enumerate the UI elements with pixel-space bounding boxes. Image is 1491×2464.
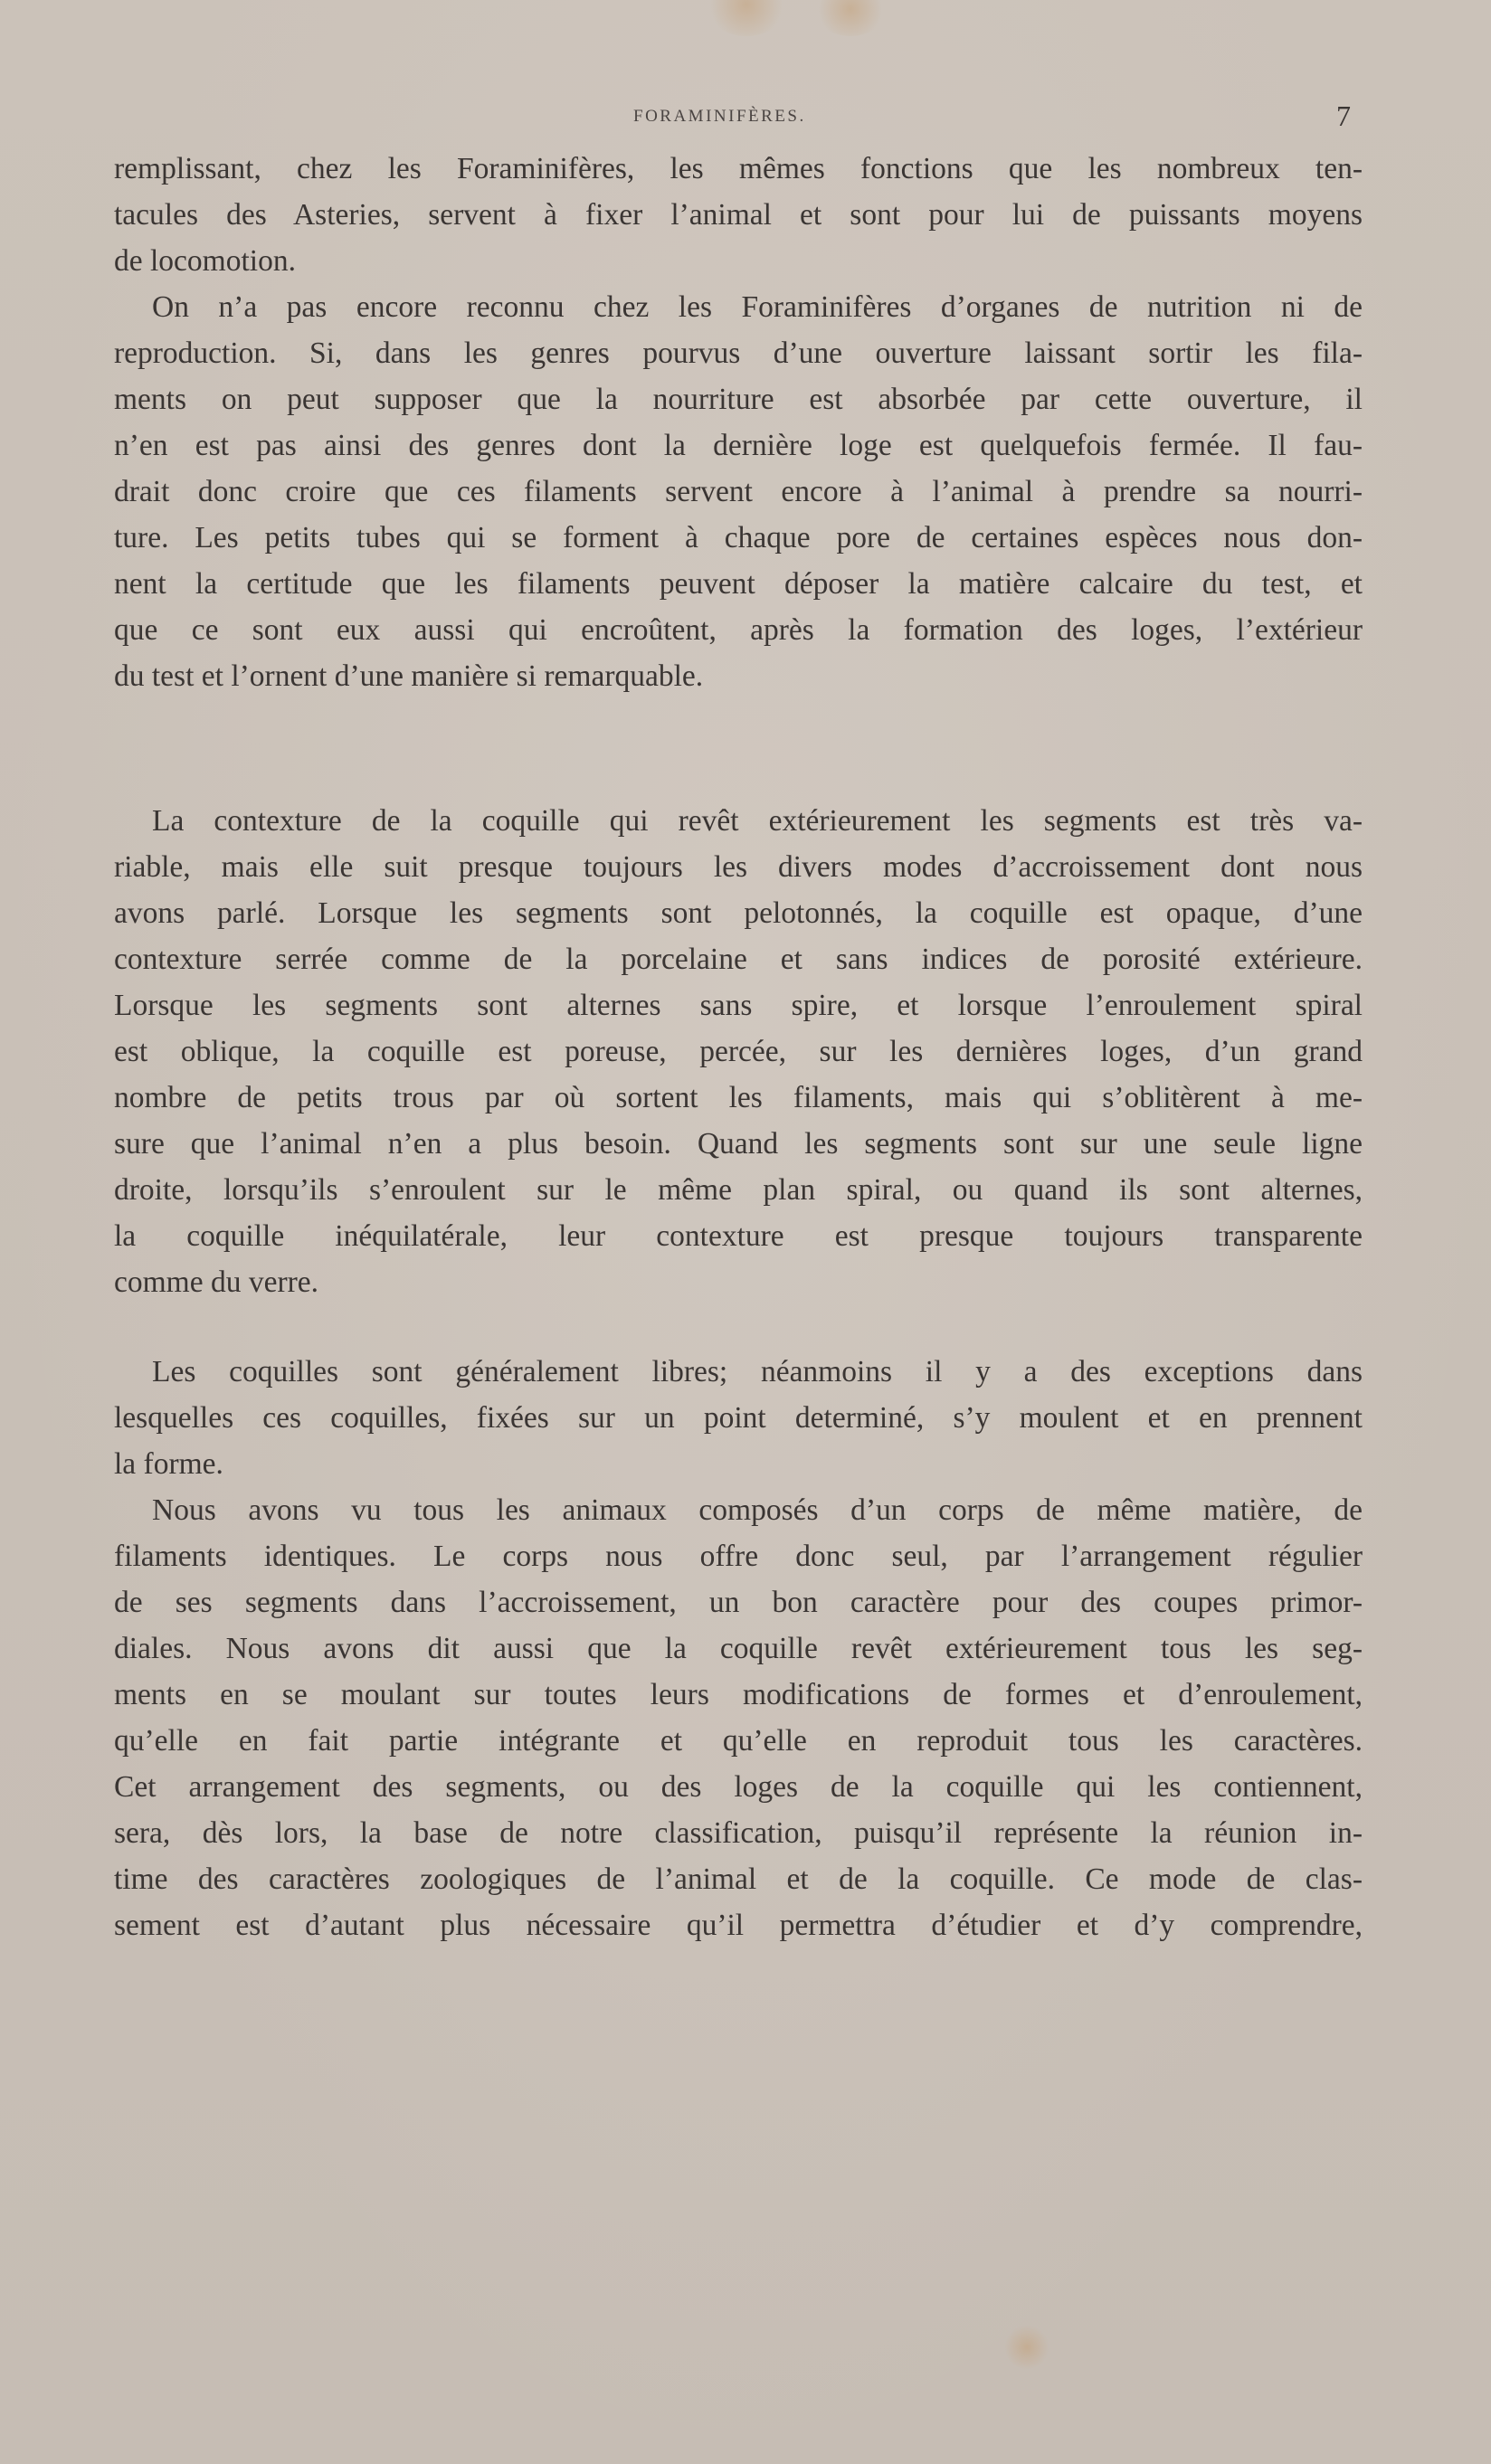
text-line: du test et l’ornent d’une manière si remarquable.	[114, 659, 704, 693]
text-line: la forme.	[114, 1447, 223, 1481]
text-line: drait donc croire que ces filaments servent encore à l’animal à prendre sa nourri-	[114, 475, 1363, 508]
text-line: diales. Nous avons dit aussi que la coquille revêt extérieurement tous les seg-	[114, 1632, 1363, 1665]
text-line: reproduction. Si, dans les genres pourvus d’une ouverture laissant sortir les fila-	[114, 336, 1363, 370]
text-line: filaments identiques. Le corps nous offre donc seul, par l’arrangement régulier	[114, 1540, 1363, 1573]
text-line: avons parlé. Lorsque les segments sont pelotonnés, la coquille est opaque, d’une	[114, 896, 1363, 930]
text-line: n’en est pas ainsi des genres dont la dernière loge est quelquefois fermée. Il fau-	[114, 429, 1363, 462]
foxing-stain	[706, 0, 787, 36]
text-line: sure que l’animal n’en a plus besoin. Quand les segments sont sur une seule ligne	[114, 1127, 1363, 1161]
text-line: La contexture de la coquille qui revêt extérieurement les segments est très va-	[152, 804, 1363, 838]
text-line: On n’a pas encore reconnu chez les Foraminifères d’organes de nutrition ni de	[152, 290, 1363, 324]
text-line: sement est d’autant plus nécessaire qu’il permettra d’étudier et d’y comprendre,	[114, 1909, 1363, 1942]
text-line: la coquille inéquilatérale, leur contexture est presque toujours transparente	[114, 1219, 1363, 1253]
text-line: remplissant, chez les Foraminifères, les mêmes fonctions que les nombreux ten-	[114, 152, 1363, 185]
foxing-stain	[1004, 2325, 1049, 2370]
text-line: lesquelles ces coquilles, fixées sur un point determiné, s’y moulent et en prennent	[114, 1401, 1363, 1435]
text-line: de ses segments dans l’accroissement, un bon caractère pour des coupes primor-	[114, 1586, 1363, 1619]
text-line: contexture serrée comme de la porcelaine et sans indices de porosité extérieure.	[114, 943, 1363, 976]
running-head	[0, 100, 1491, 134]
text-line: de locomotion.	[114, 244, 296, 278]
text-line: tacules des Asteries, servent à fixer l’animal et sont pour lui de puissants moyens	[114, 198, 1363, 232]
text-line: ments en se moulant sur toutes leurs modifications de formes et d’enroulement,	[114, 1678, 1363, 1711]
text-line: est oblique, la coquille est poreuse, percée, sur les dernières loges, d’un grand	[114, 1035, 1363, 1068]
text-line: que ce sont eux aussi qui encroûtent, après la formation des loges, l’extérieur	[114, 613, 1363, 647]
text-line: time des caractères zoologiques de l’animal et de la coquille. Ce mode de clas-	[114, 1862, 1363, 1896]
text-line: sera, dès lors, la base de notre classification, puisqu’il représente la réunion in-	[114, 1816, 1363, 1850]
text-line: Cet arrangement des segments, ou des loges de la coquille qui les contiennent,	[114, 1770, 1363, 1804]
text-line: qu’elle en fait partie intégrante et qu’elle en reproduit tous les caractères.	[114, 1724, 1363, 1758]
text-line: Lorsque les segments sont alternes sans spire, et lorsque l’enroulement spiral	[114, 989, 1363, 1022]
running-title: FORAMINIFÈRES.	[633, 107, 806, 126]
text-line: ture. Les petits tubes qui se forment à chaque pore de certaines espèces nous don-	[114, 521, 1363, 554]
text-line: comme du verre.	[114, 1265, 319, 1299]
text-line: ments on peut supposer que la nourriture est absorbée par cette ouverture, il	[114, 383, 1363, 416]
text-line: Nous avons vu tous les animaux composés d’un corps de même matière, de	[152, 1493, 1363, 1527]
text-line: droite, lorsqu’ils s’enroulent sur le même plan spiral, ou quand ils sont alternes,	[114, 1173, 1363, 1207]
text-line: riable, mais elle suit presque toujours les divers modes d’accroissement dont nous	[114, 850, 1363, 884]
foxing-stain	[814, 0, 887, 36]
page-number: 7	[1336, 100, 1351, 132]
text-line: nombre de petits trous par où sortent les filaments, mais qui s’oblitèrent à me-	[114, 1081, 1363, 1114]
text-line: Les coquilles sont généralement libres; néanmoins il y a des exceptions dans	[152, 1355, 1363, 1388]
text-line: nent la certitude que les filaments peuvent déposer la matière calcaire du test, et	[114, 567, 1363, 601]
